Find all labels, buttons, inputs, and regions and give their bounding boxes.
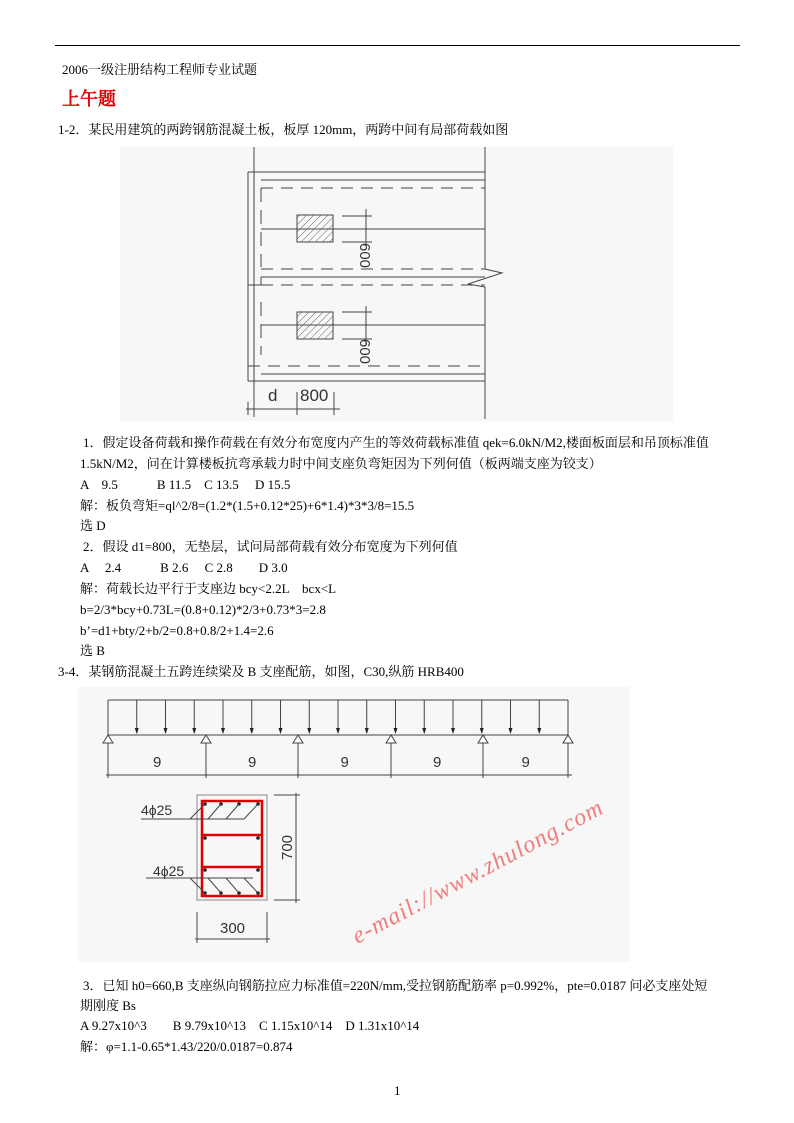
section-width-label: 300 bbox=[220, 920, 246, 937]
question-1-line2: 1.5kN/M2，问在计算楼板抗弯承载力时中间支座负弯矩因为下列何值（板两端支座为铰支） bbox=[80, 456, 602, 471]
dim-800: 800 bbox=[300, 386, 329, 405]
question-2-solution-1: 解：荷载长边平行于支座边 bcy<2.2L bcx<L bbox=[80, 581, 337, 596]
question-1-options: A 9.5 B 11.5 C 13.5 D 15.5 bbox=[80, 477, 291, 492]
load-arrow bbox=[537, 700, 541, 734]
question-2-answer: 选 B bbox=[80, 643, 105, 658]
section-title: 上午题 bbox=[62, 89, 116, 110]
load-arrow bbox=[221, 700, 225, 734]
load-arrow bbox=[250, 700, 254, 734]
support-icon bbox=[386, 735, 396, 778]
support-icon bbox=[103, 735, 113, 778]
load-arrow bbox=[422, 700, 426, 734]
top-bars-label: 4ϕ25 bbox=[141, 802, 173, 818]
figure-slab-plan bbox=[120, 147, 673, 421]
support-icon bbox=[201, 735, 211, 778]
load-arrow bbox=[164, 700, 168, 734]
figure-continuous-beam bbox=[78, 687, 630, 962]
question-1-answer: 选 D bbox=[80, 518, 106, 533]
question-3-options: A 9.27x10^3 B 9.79x10^13 C 1.15x10^14 D 1.31x10^14 bbox=[80, 1018, 420, 1033]
local-load-bottom bbox=[297, 312, 333, 339]
load-arrow bbox=[451, 700, 455, 734]
load-arrow bbox=[135, 700, 139, 734]
load-arrow bbox=[336, 700, 340, 734]
question-3-line1: 3．已知 h0=660,B 支座纵向钢筋拉应力标准值=220N/mm,受拉钢筋配筋率 p=0.992%，pte=0.0187 问必支座处短 bbox=[83, 978, 708, 993]
section-height-label: 700 bbox=[279, 834, 296, 860]
watermark: e-mail://www.zhulong.com bbox=[347, 794, 609, 950]
question-3-line2: 期刚度 Bs bbox=[80, 998, 136, 1013]
question-3-4-stem: 3-4．某钢筋混凝土五跨连续梁及 B 支座配筋，如图，C30,纵筋 HRB400 bbox=[58, 664, 464, 679]
support-icon bbox=[478, 735, 488, 778]
question-3-solution: 解：φ=1.1-0.65*1.43/220/0.0187=0.874 bbox=[80, 1039, 293, 1054]
question-1-2-stem: 1-2．某民用建筑的两跨钢筋混凝土板，板厚 120mm，两跨中间有局部荷载如图 bbox=[58, 122, 509, 137]
page-number: 1 bbox=[394, 1083, 401, 1098]
document-header: 2006一级注册结构工程师专业试题 bbox=[62, 62, 258, 77]
question-2-solution-2: b=2/3*bcy+0.73L=(0.8+0.12)*2/3+0.73*3=2.8 bbox=[80, 602, 326, 617]
header-rule bbox=[55, 45, 740, 46]
dim-600-top: 600 bbox=[356, 243, 373, 269]
question-2-solution-3: b’=d1+bty/2+b/2=0.8+0.8/2+1.4=2.6 bbox=[80, 623, 274, 638]
span-length-label: 9 bbox=[340, 754, 349, 771]
bottom-bars-label: 4ϕ25 bbox=[153, 863, 185, 879]
question-1-solution: 解：板负弯矩=ql^2/8=(1.2*(1.5+0.12*25)+6*1.4)*3*3/8=15.5 bbox=[80, 498, 415, 513]
span-length-label: 9 bbox=[433, 754, 442, 771]
load-arrow bbox=[307, 700, 311, 734]
local-load-top bbox=[297, 215, 333, 242]
load-arrow bbox=[509, 700, 513, 734]
load-arrow bbox=[480, 700, 484, 734]
load-arrow bbox=[279, 700, 283, 734]
dim-d: d bbox=[268, 386, 278, 405]
support-icon bbox=[563, 735, 573, 778]
span-length-label: 9 bbox=[248, 754, 257, 771]
question-2-options: A 2.4 B 2.6 C 2.8 D 3.0 bbox=[80, 560, 288, 575]
load-arrow bbox=[394, 700, 398, 734]
question-1-line1: 1．假定设备荷载和操作荷载在有效分布宽度内产生的等效荷载标准值 qek=6.0kN/M2,楼面板面层和吊顶标准值 bbox=[83, 435, 709, 450]
question-2-stem: 2．假设 d1=800，无垫层，试问局部荷载有效分布宽度为下列何值 bbox=[83, 539, 458, 554]
span-length-label: 9 bbox=[521, 754, 530, 771]
load-arrow bbox=[192, 700, 196, 734]
dim-600-bottom: 600 bbox=[356, 339, 373, 365]
support-icon bbox=[293, 735, 303, 778]
load-arrow bbox=[365, 700, 369, 734]
span-length-label: 9 bbox=[153, 754, 162, 771]
